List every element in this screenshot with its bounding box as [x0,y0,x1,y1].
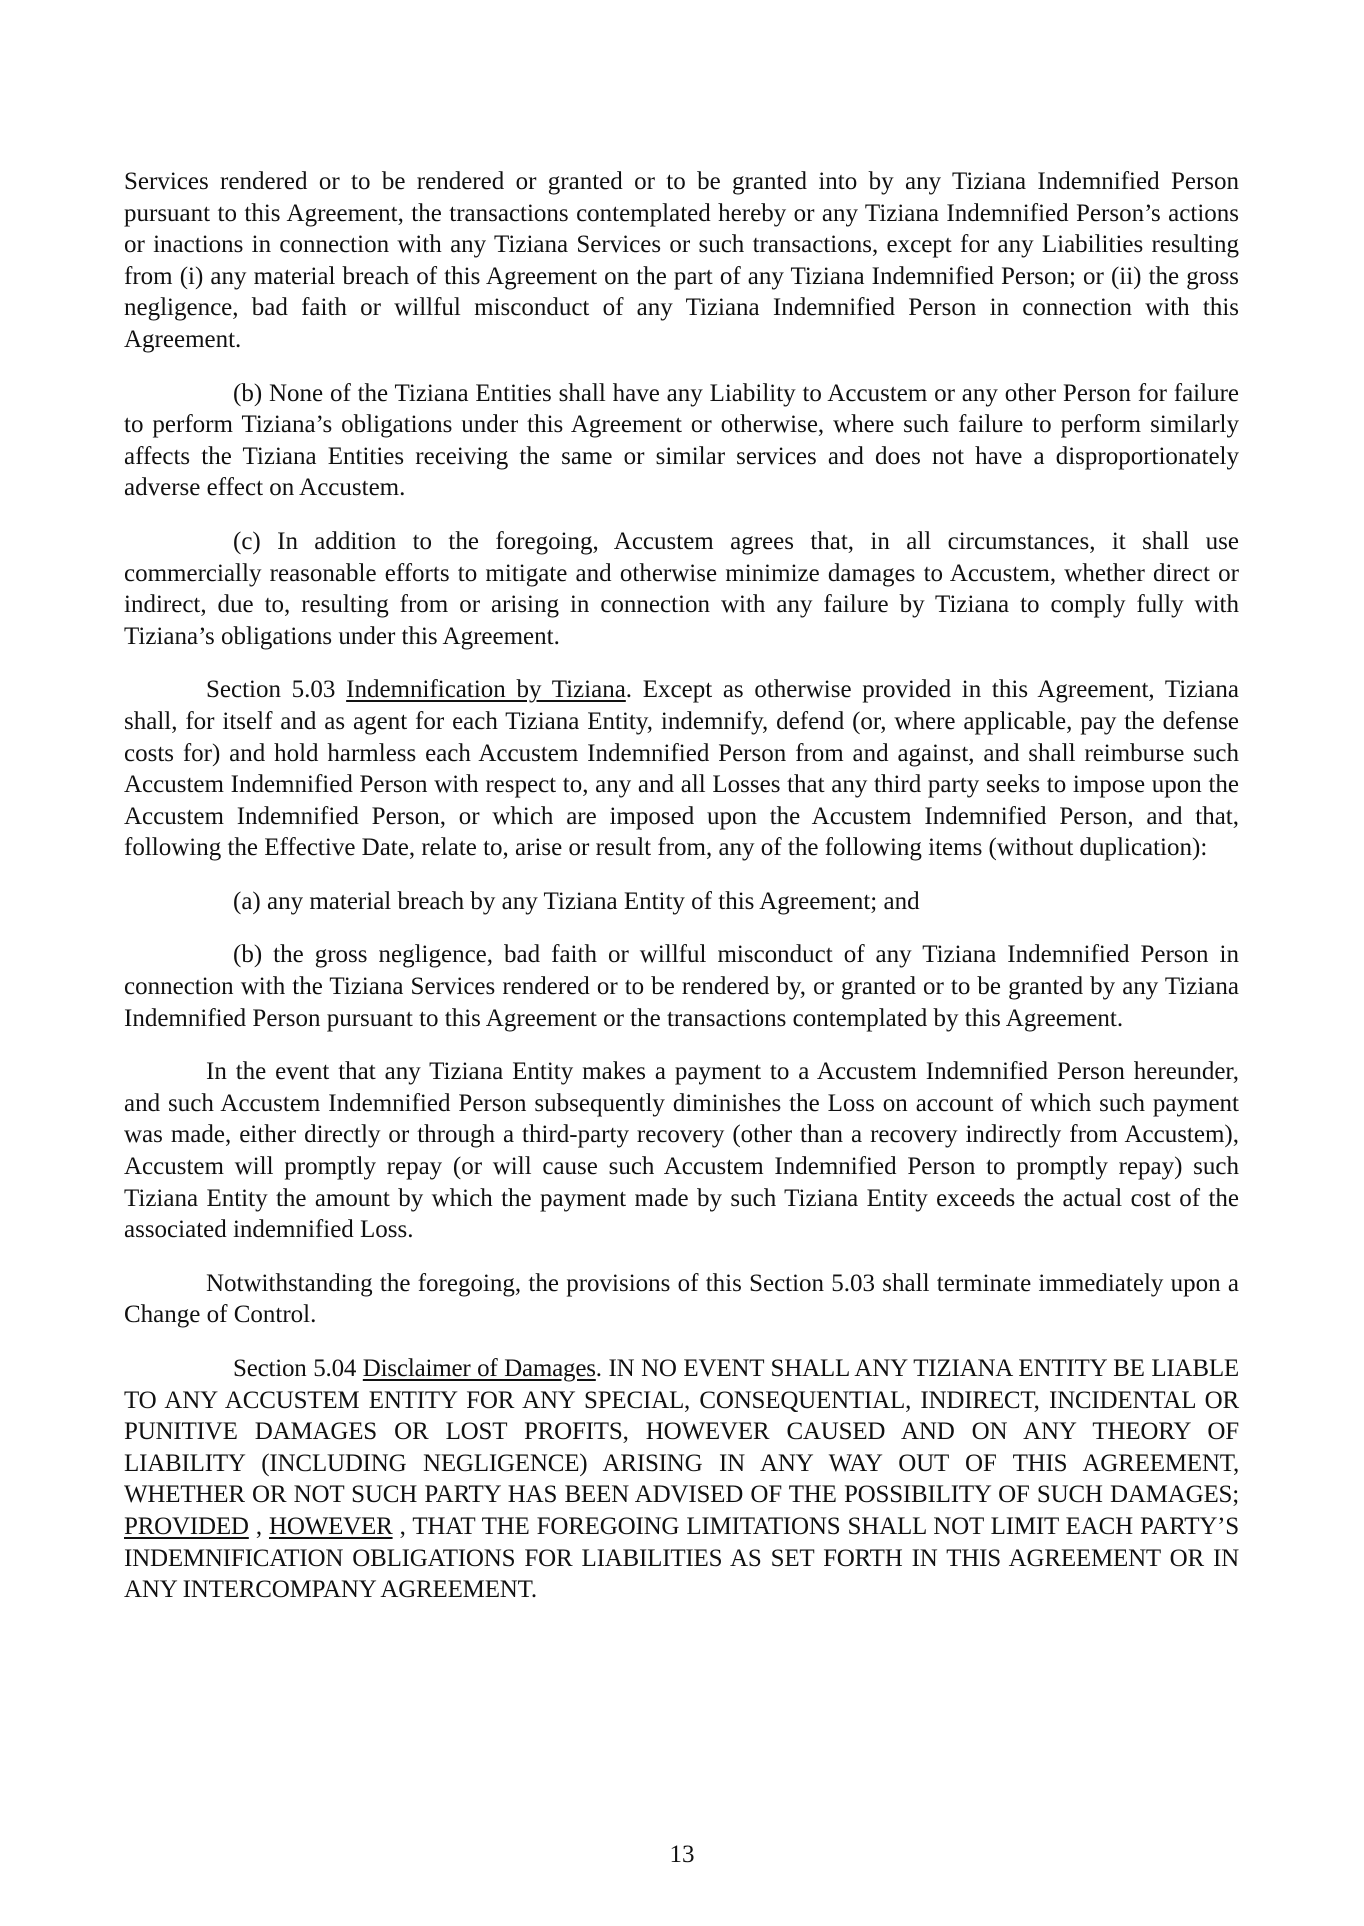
document-body [124,166,1239,1628]
provided-term: PROVIDED [124,1512,249,1540]
item-a-material-breach: (a) any material breach by any Tiziana Entity of this Agreement; and [233,887,920,915]
page-number: 13 [669,1841,695,1868]
section-5-04-text: . IN NO EVENT SHALL ANY TIZIANA ENTITY BE LIABLE TO ANY ACCUSTEM ENTITY FOR ANY SPECIAL, CONSEQUENTIAL, INDIRECT, INCIDENTAL OR PUNITIVE DAMAGES OR LOST PROFITS, HOWEVER CAUSED AND ON ANY THEORY OF LIABILITY (INCLUDING NEGLIGENCE) ARISING IN ANY WAY OUT OF THIS AGREEMENT, WHETHER OR NOT SUCH PARTY HAS BEEN ADVISED OF THE POSSIBILITY OF SUCH DAMAGES; [124,1355,1239,1509]
section-5-04-paragraph [124,1353,1239,1606]
item-b-gross-negligence: (b) the gross negligence, bad faith or willful misconduct of any Tiziana Indemnified Person in connection with the Tiziana Services rendered or to be rendered by, or granted or to be granted by any Tiziana Indemnified Person pursuant to this Agreement or the transactions contemplated by this Agreement. [124,941,1239,1032]
paragraph-b-no-liability: (b) None of the Tiziana Entities shall have any Liability to Accustem or any other Person for failure to perform Tiziana’s obligations under this Agreement or otherwise, where such failure to perform similarly affects the Tiziana Entities receiving the same or similar services and does not have a disproportionately adverse effect on Accustem. [124,379,1239,502]
paragraph-c-mitigation: (c) In addition to the foregoing, Accustem agrees that, in all circumstances, it shall use commercially reasonable efforts to mitigate and otherwise minimize damages to Accustem, whether direct or indirect, due to, resulting from or arising in connection with any failure by Tiziana to comply fully with Tiziana’s obligations under this Agreement. [124,527,1239,650]
section-5-04-number: Section 5.04 [233,1355,363,1382]
section-5-03-number: Section 5.03 [206,676,347,704]
however-term: HOWEVER [269,1512,393,1540]
paragraph-repayment: In the event that any Tiziana Entity makes a payment to a Accustem Indemnified Person hereunder, and such Accustem Indemnified Person subsequently diminishes the Loss on account of which such payment was made, either directly or through a third-party recovery (other than a recovery indirectly from Accustem), Accustem will promptly repay (or will cause such Accustem Indemnified Person to promptly repay) such Tiziana Entity the amount by which the payment made by such Tiziana Entity exceeds the actual cost of the associated indemnified Loss. [124,1058,1239,1244]
section-5-03-paragraph [124,674,1239,864]
paragraph-termination: Notwithstanding the foregoing, the provisions of this Section 5.03 shall terminate immediately upon a Change of Control. [124,1269,1239,1329]
section-5-04-tail: , THAT THE FOREGOING LIMITATIONS SHALL NOT LIMIT EACH PARTY’S INDEMNIFICATION OBLIGATIONS FOR LIABILITIES AS SET FORTH IN THIS AGREEMENT OR IN ANY INTERCOMPANY AGREEMENT. [124,1512,1239,1604]
section-5-03-text: . Except as otherwise provided in this Agreement, Tiziana shall, for itself and as agent for each Tiziana Entity, indemnify, defend (or, where applicable, pay the defense costs for) and hold harmless each Accustem Indemnified Person from and against, and shall reimburse such Accustem Indemnified Person with respect to, any and all Losses that any third party seeks to impose upon the Accustem Indemnified Person, or which are imposed upon the Accustem Indemnified Person, and that, following the Effective Date, relate to, arise or result from, any of the following items (without duplication): [124,676,1239,862]
paragraph-liability-continuation: Services rendered or to be rendered or granted or to be granted into by any Tiziana Indemnified Person pursuant to this Agreement, the transactions contemplated hereby or any Tiziana Indemnified Person’s actions or inactions in connection with any Tiziana Services or such transactions, except for any Liabilities resulting from (i) any material breach of this Agreement on the part of any Tiziana Indemnified Person; or (ii) the gross negligence, bad faith or willful misconduct of any Tiziana Indemnified Person in connection with this Agreement. [124,168,1239,353]
section-5-03-heading: Indemnification by Tiziana [346,676,626,704]
provided-separator: , [248,1512,269,1540]
section-5-04-heading: Disclaimer of Damages [362,1355,596,1382]
